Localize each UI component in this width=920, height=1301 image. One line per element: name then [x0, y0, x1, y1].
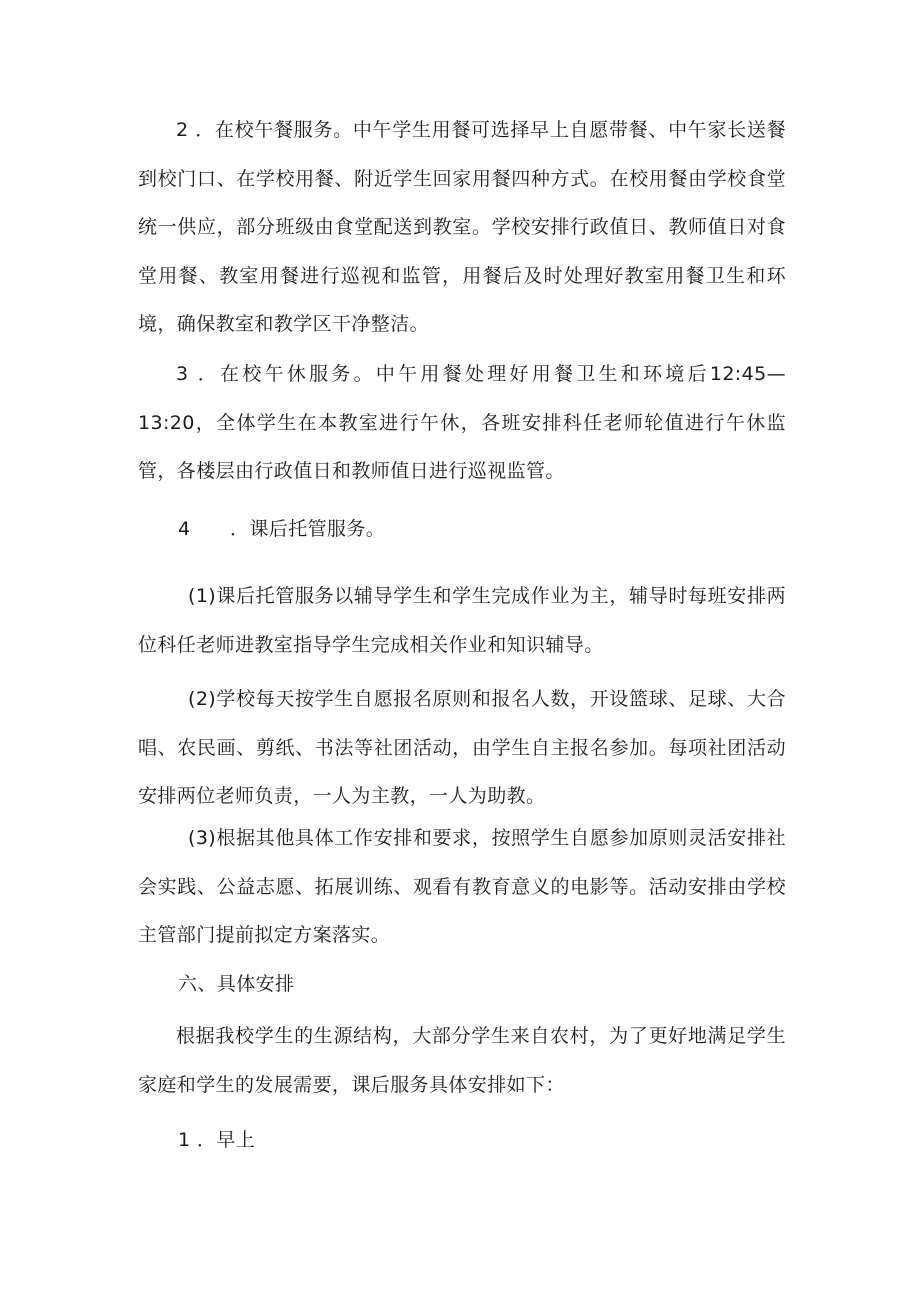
heading-number: 4: [178, 518, 191, 540]
paragraph-nap-service: 3 ．在校午休服务。中午用餐处理好用餐卫生和环境后12:45—13:20，全体学生在本教室进行午休，各班安排科任老师轮值进行午休监管，各楼层由行政值日和教师值日进行巡视监管。: [138, 363, 786, 482]
section-heading-schedule: 六、具体安排: [178, 973, 295, 995]
heading-text: ．课后托管服务。: [230, 518, 386, 540]
paragraph-care-item-3: (3)根据其他具体工作安排和要求，按照学生自愿参加原则灵活安排社会实践、公益志愿、拓展训练、观看有教育意义的电影等。活动安排由学校主管部门提前拟定方案落实。: [138, 827, 786, 946]
heading-after-school-care: [178, 514, 385, 544]
paragraph-care-item-1: (1)课后托管服务以辅导学生和学生完成作业为主，辅导时每班安排两位科任老师进教室指导学生完成相关作业和知识辅导。: [138, 585, 786, 656]
paragraph-schedule-intro: 根据我校学生的生源结构，大部分学生来自农村，为了更好地满足学生家庭和学生的发展需要，课后服务具体安排如下：: [138, 1025, 786, 1096]
paragraph-care-item-2: (2)学校每天按学生自愿报名原则和报名人数，开设篮球、足球、大合唱、农民画、剪纸、书法等社团活动，由学生自主报名参加。每项社团活动安排两位老师负责，一人为主教，一人为助教。: [138, 688, 786, 807]
subheading-morning: 1 ．早上: [178, 1129, 256, 1151]
paragraph-lunch-service: 2 ．在校午餐服务。中午学生用餐可选择早上自愿带餐、中午家长送餐到校门口、在学校用餐、附近学生回家用餐四种方式。在校用餐由学校食堂统一供应，部分班级由食堂配送到教室。学校安排行政值日、教师值日对食堂用餐、教室用餐进行巡视和监管，用餐后及时处理好教室用餐卫生和环境，确保教室和教学区干净整洁。: [138, 119, 786, 335]
